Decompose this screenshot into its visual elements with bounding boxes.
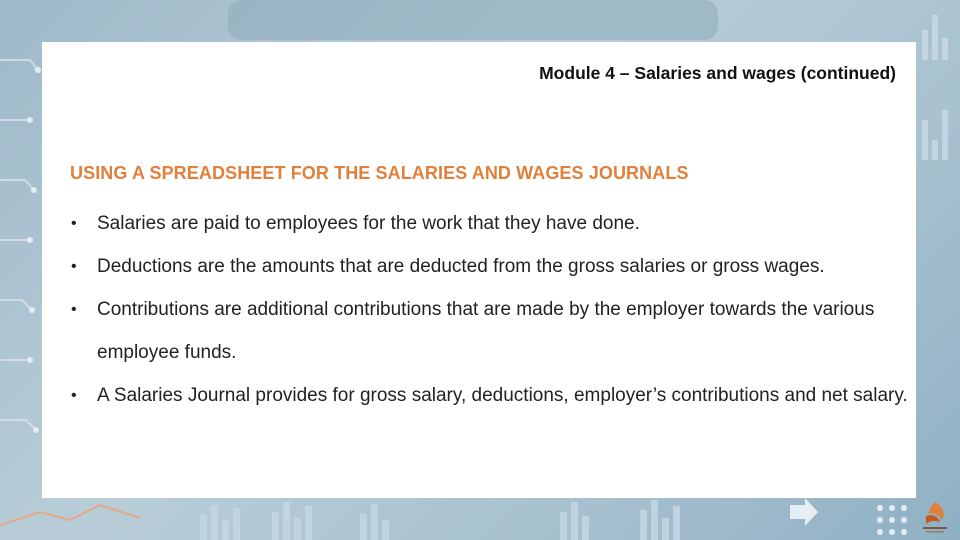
bullet-item: • Contributions are additional contributions that are made by the employer towards the various employee funds. bbox=[68, 288, 908, 374]
module-title: Module 4 – Salaries and wages (continued) bbox=[539, 63, 896, 83]
bullet-item: • Deductions are the amounts that are deducted from the gross salaries or gross wages. bbox=[68, 245, 908, 288]
bullet-item: • Salaries are paid to employees for the work that they have done. bbox=[68, 202, 908, 245]
bullet-list bbox=[68, 202, 908, 417]
content-panel bbox=[42, 42, 916, 498]
bullet-item: • A Salaries Journal provides for gross salary, deductions, employer’s contributions and net salary. bbox=[68, 374, 908, 417]
section-heading: USING A SPREADSHEET FOR THE SALARIES AND WAGES JOURNALS bbox=[70, 163, 689, 183]
publisher-logo-icon bbox=[920, 500, 950, 536]
